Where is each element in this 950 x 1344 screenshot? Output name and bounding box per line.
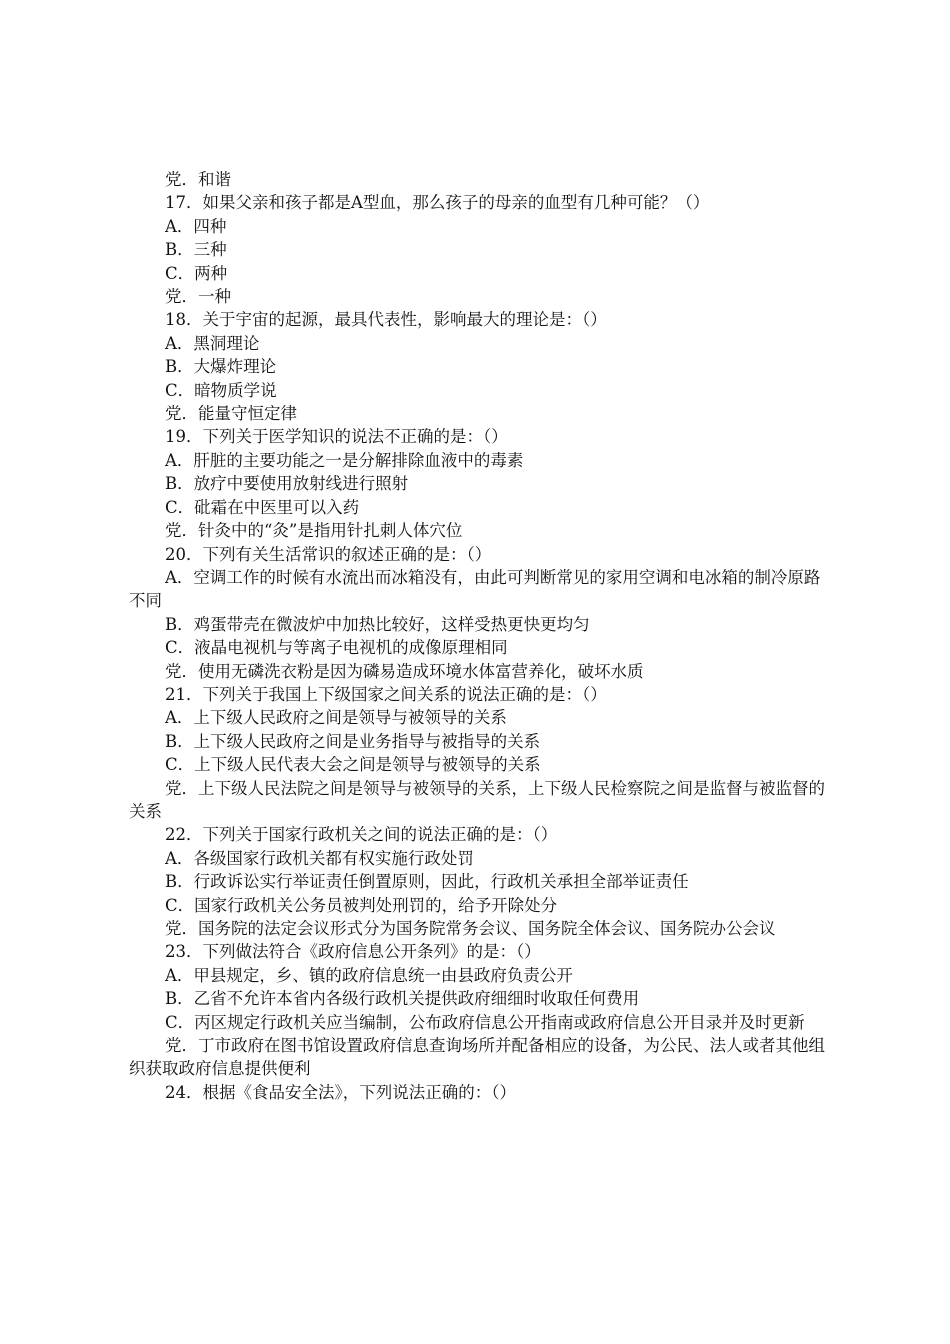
answer-option: C．液晶电视机与等离子电视机的成像原理相同 (165, 638, 508, 658)
answer-option: C．丙区规定行政机关应当编制，公布政府信息公开指南或政府信息公开目录并及时更新 (165, 1012, 805, 1032)
answer-option: 党．国务院的法定会议形式分为国务院常务会议、国务院全体会议、国务院办公会议 (165, 919, 776, 938)
answer-option: B．三种 (165, 240, 227, 260)
answer-option: A．肝脏的主要功能之一是分解排除血液中的毒素 (165, 450, 524, 470)
question-20: 20．下列有关生活常识的叙述正确的是：（） (165, 544, 492, 564)
question-21: 21．下列关于我国上下级国家之间关系的说法正确的是：（） (165, 684, 607, 704)
answer-option: C．国家行政机关公务员被判处刑罚的，给予开除处分 (165, 895, 558, 915)
answer-option: B．大爆炸理论 (165, 357, 277, 377)
question-19: 19．下列关于医学知识的说法不正确的是：（） (165, 427, 508, 447)
answer-option: A．黑洞理论 (165, 333, 260, 353)
answer-option: B．乙省不允许本省内各级行政机关提供政府细细时收取任何费用 (165, 989, 640, 1009)
question-17: 17．如果父亲和孩子都是A型血，那么孩子的母亲的血型有几种可能？（） (165, 193, 710, 213)
answer-option: C．上下级人民代表大会之间是领导与被领导的关系 (165, 755, 541, 775)
answer-option: A．上下级人民政府之间是领导与被领导的关系 (165, 708, 507, 728)
answer-option: A．甲县规定，乡、镇的政府信息统一由县政府负责公开 (165, 965, 573, 985)
answer-option: A．各级国家行政机关都有权实施行政处罚 (165, 848, 474, 868)
answer-option: 党．丁市政府在图书馆设置政府信息查询场所并配备相应的设备，为公民、法人或者其他组织获取政府信息提供便利 (129, 1036, 825, 1079)
answer-option: C．暗物质学说 (165, 380, 277, 400)
answer-option: 党．上下级人民法院之间是领导与被领导的关系，上下级人民检察院之间是监督与被监督的关系 (129, 778, 825, 821)
question-18: 18．关于宇宙的起源，最具代表性，影响最大的理论是：（） (165, 310, 607, 330)
question-22: 22．下列关于国家行政机关之间的说法正确的是：（） (165, 825, 558, 845)
document-body (129, 168, 835, 1104)
answer-option: B．上下级人民政府之间是业务指导与被指导的关系 (165, 731, 541, 751)
answer-option: 党．能量守恒定律 (165, 404, 297, 424)
answer-option: 党．针灸中的“灸”是指用针扎刺人体穴位 (165, 521, 463, 541)
answer-option: 党．使用无磷洗衣粉是因为磷易造成环境水体富营养化，破坏水质 (165, 661, 644, 681)
answer-option: B．鸡蛋带壳在微波炉中加热比较好，这样受热更快更均匀 (165, 614, 590, 634)
answer-option: 党．一种 (165, 287, 231, 307)
answer-option: B．行政诉讼实行举证责任倒置原则，因此，行政机关承担全部举证责任 (165, 872, 689, 892)
answer-option: C．两种 (165, 263, 228, 283)
question-23: 23．下列做法符合《政府信息公开条列》的是：（） (165, 942, 541, 962)
answer-option: C．砒霜在中医里可以入药 (165, 497, 360, 517)
question-24: 24．根据《食品安全法》，下列说法正确的：（） (165, 1082, 516, 1102)
answer-option: 党．和谐 (165, 170, 231, 189)
answer-option: A．空调工作的时候有水流出而冰箱没有，由此可判断常见的家用空调和电冰箱的制冷原路不同 (129, 567, 821, 611)
answer-option: A．四种 (165, 216, 227, 236)
answer-option: B．放疗中要使用放射线进行照射 (165, 474, 409, 494)
